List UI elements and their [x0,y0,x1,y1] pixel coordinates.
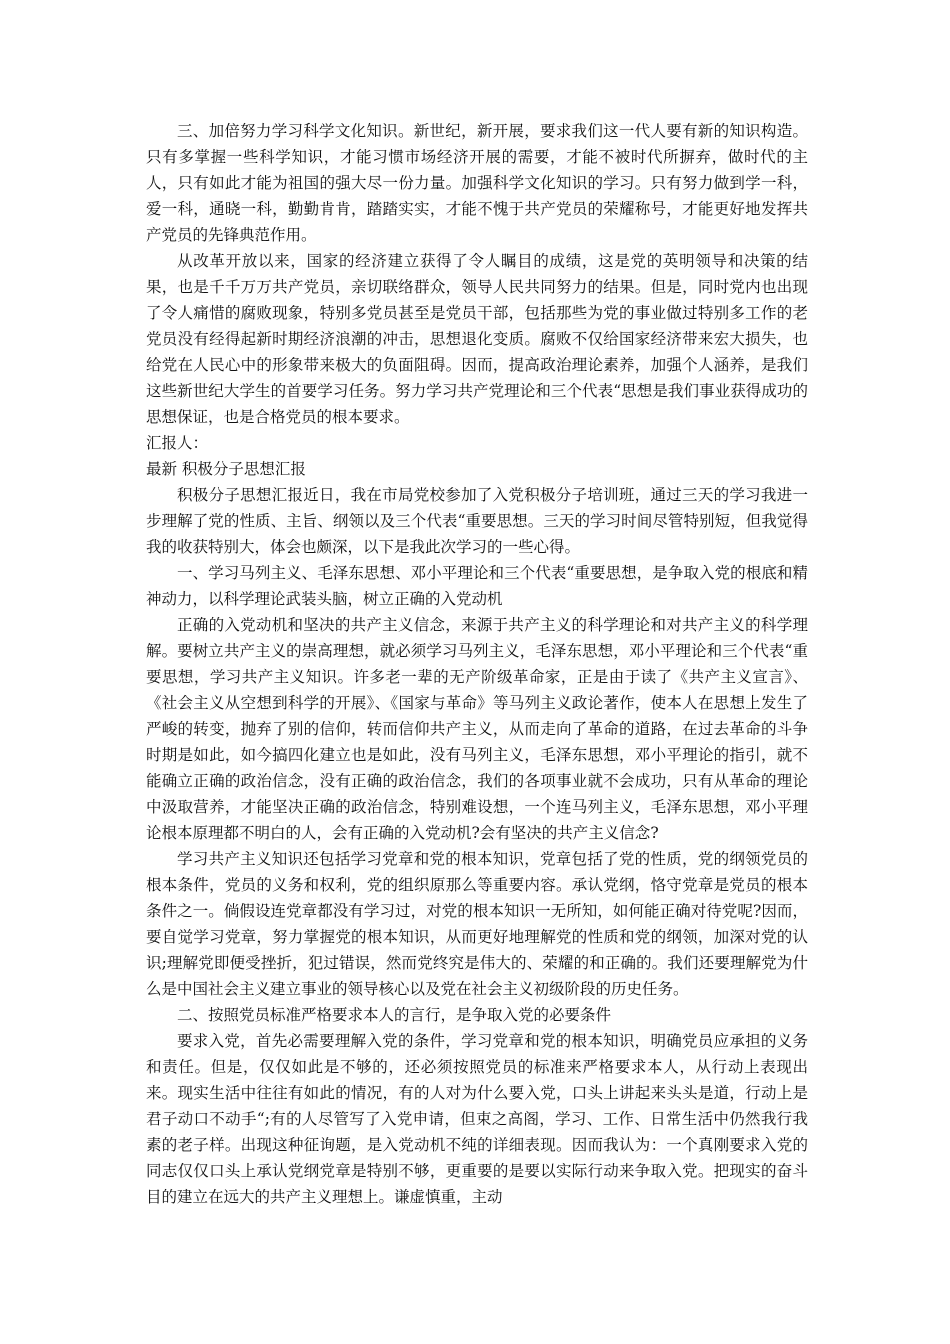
paragraph: 学习共产主义知识还包括学习党章和党的根本知识，党章包括了党的性质，党的纲领党员的根本条件，党员的义务和权利，党的组织原那么等重要内容。承认党纲，恪守党章是党员的根本条件之一。倘假设连党章都没有学习过，对党的根本知识一无所知，如何能正确对待党呢?因而，要自觉学习党章，努力掌握党的根本知识，从而更好地理解党的性质和党的纲领，加深对党的认识;理解党即便受挫折，犯过错误，然而党终究是伟大的、荣耀的和正确的。我们还要理解党为什么是中国社会主义建立事业的领导核心以及党在社会主义初级阶段的历史任务。 [146,850,808,998]
paragraph: 二、按照党员标准严格要求本人的言行，是争取入党的必要条件 [177,1006,612,1024]
paragraph: 从改革开放以来，国家的经济建立获得了令人瞩目的成绩，这是党的英明领导和决策的结果，也是千千万万共产党员，亲切联络群众，领导人民共同努力的结果。但是，同时党内也出现了令人痛惜的腐败现象，特别多党员甚至是党员干部，包括那些为党的事业做过特别多工作的老党员没有经得起新时期经济浪潮的冲击，思想退化变质。腐败不仅给国家经济带来宏大损失，也给党在人民心中的形象带来极大的负面阻碍。因而，提高政治理论素养，加强个人涵养，是我们这些新世纪大学生的首要学习任务。努力学习共产党理论和三个代表“思想是我们事业获得成功的思想保证，也是合格党员的根本要求。 [146,252,808,426]
document-page [146,118,808,1210]
paragraph: 正确的入党动机和坚决的共产主义信念，来源于共产主义的科学理论和对共产主义的科学理解。要树立共产主义的崇高理想，就必须学习马列主义，毛泽东思想，邓小平理论和三个代表“重要思想，学习共产主义知识。许多老一辈的无产阶级革命家，正是由于读了《共产主义宣言》、《社会主义从空想到科学的开展》、《国家与革命》等马列主义政论著作，使本人在思想上发生了严峻的转变，抛弃了别的信仰，转而信仰共产主义，从而走向了革命的道路，在过去革命的斗争时期是如此，如今搞四化建立也是如此，没有马列主义，毛泽东思想，邓小平理论的指引，就不能确立正确的政治信念，没有正确的政治信念，我们的各项事业就不会成功，只有从革命的理论中汲取营养，才能坚决正确的政治信念，特别难设想，一个连马列主义，毛泽东思想，邓小平理论根本原理都不明白的人，会有正确的入党动机?会有坚决的共产主义信念? [146,616,808,842]
paragraph: 三、加倍努力学习科学文化知识。新世纪，新开展，要求我们这一代人要有新的知识构造。只有多掌握一些科学知识，才能习惯市场经济开展的需要，才能不被时代所摒弃，做时代的主人，只有如此才能为祖国的强大尽一份力量。加强科学文化知识的学习。只有努力做到学一科，爱一科，通晓一科，勤勤肯肯，踏踏实实，才能不愧于共产党员的荣耀称号，才能更好地发挥共产党员的先锋典范作用。 [146,122,808,244]
paragraph: 要求入党，首先必需要理解入党的条件，学习党章和党的根本知识，明确党员应承担的义务和责任。但是，仅仅如此是不够的，还必须按照党员的标准来严格要求本人，从行动上表现出来。现实生活中往往有如此的情况，有的人对为什么要入党，口头上讲起来头头是道，行动上是君子动口不动手“;有的人尽管写了入党申请，但束之高阁，学习、工作、日常生活中仍然我行我素的老子样。出现这种征询题，是入党动机不纯的详细表现。因而我认为：一个真刚要求入党的同志仅仅口头上承认党纲党章是特别不够，更重要的是要以实际行动来争取入党。把现实的奋斗目的建立在远大的共产主义理想上。谦虚慎重，主动 [146,1032,808,1206]
section-title: 最新 积极分子思想汇报 [146,460,306,478]
reporter-label: 汇报人： [146,434,209,452]
paragraph: 积极分子思想汇报近日，我在市局党校参加了入党积极分子培训班，通过三天的学习我进一步理解了党的性质、主旨、纲领以及三个代表“重要思想。三天的学习时间尽管特别短，但我觉得我的收获特别大，体会也颇深，以下是我此次学习的一些心得。 [146,486,808,556]
paragraph: 一、学习马列主义、毛泽东思想、邓小平理论和三个代表“重要思想，是争取入党的根底和精神动力，以科学理论武装头脑，树立正确的入党动机 [146,564,808,608]
